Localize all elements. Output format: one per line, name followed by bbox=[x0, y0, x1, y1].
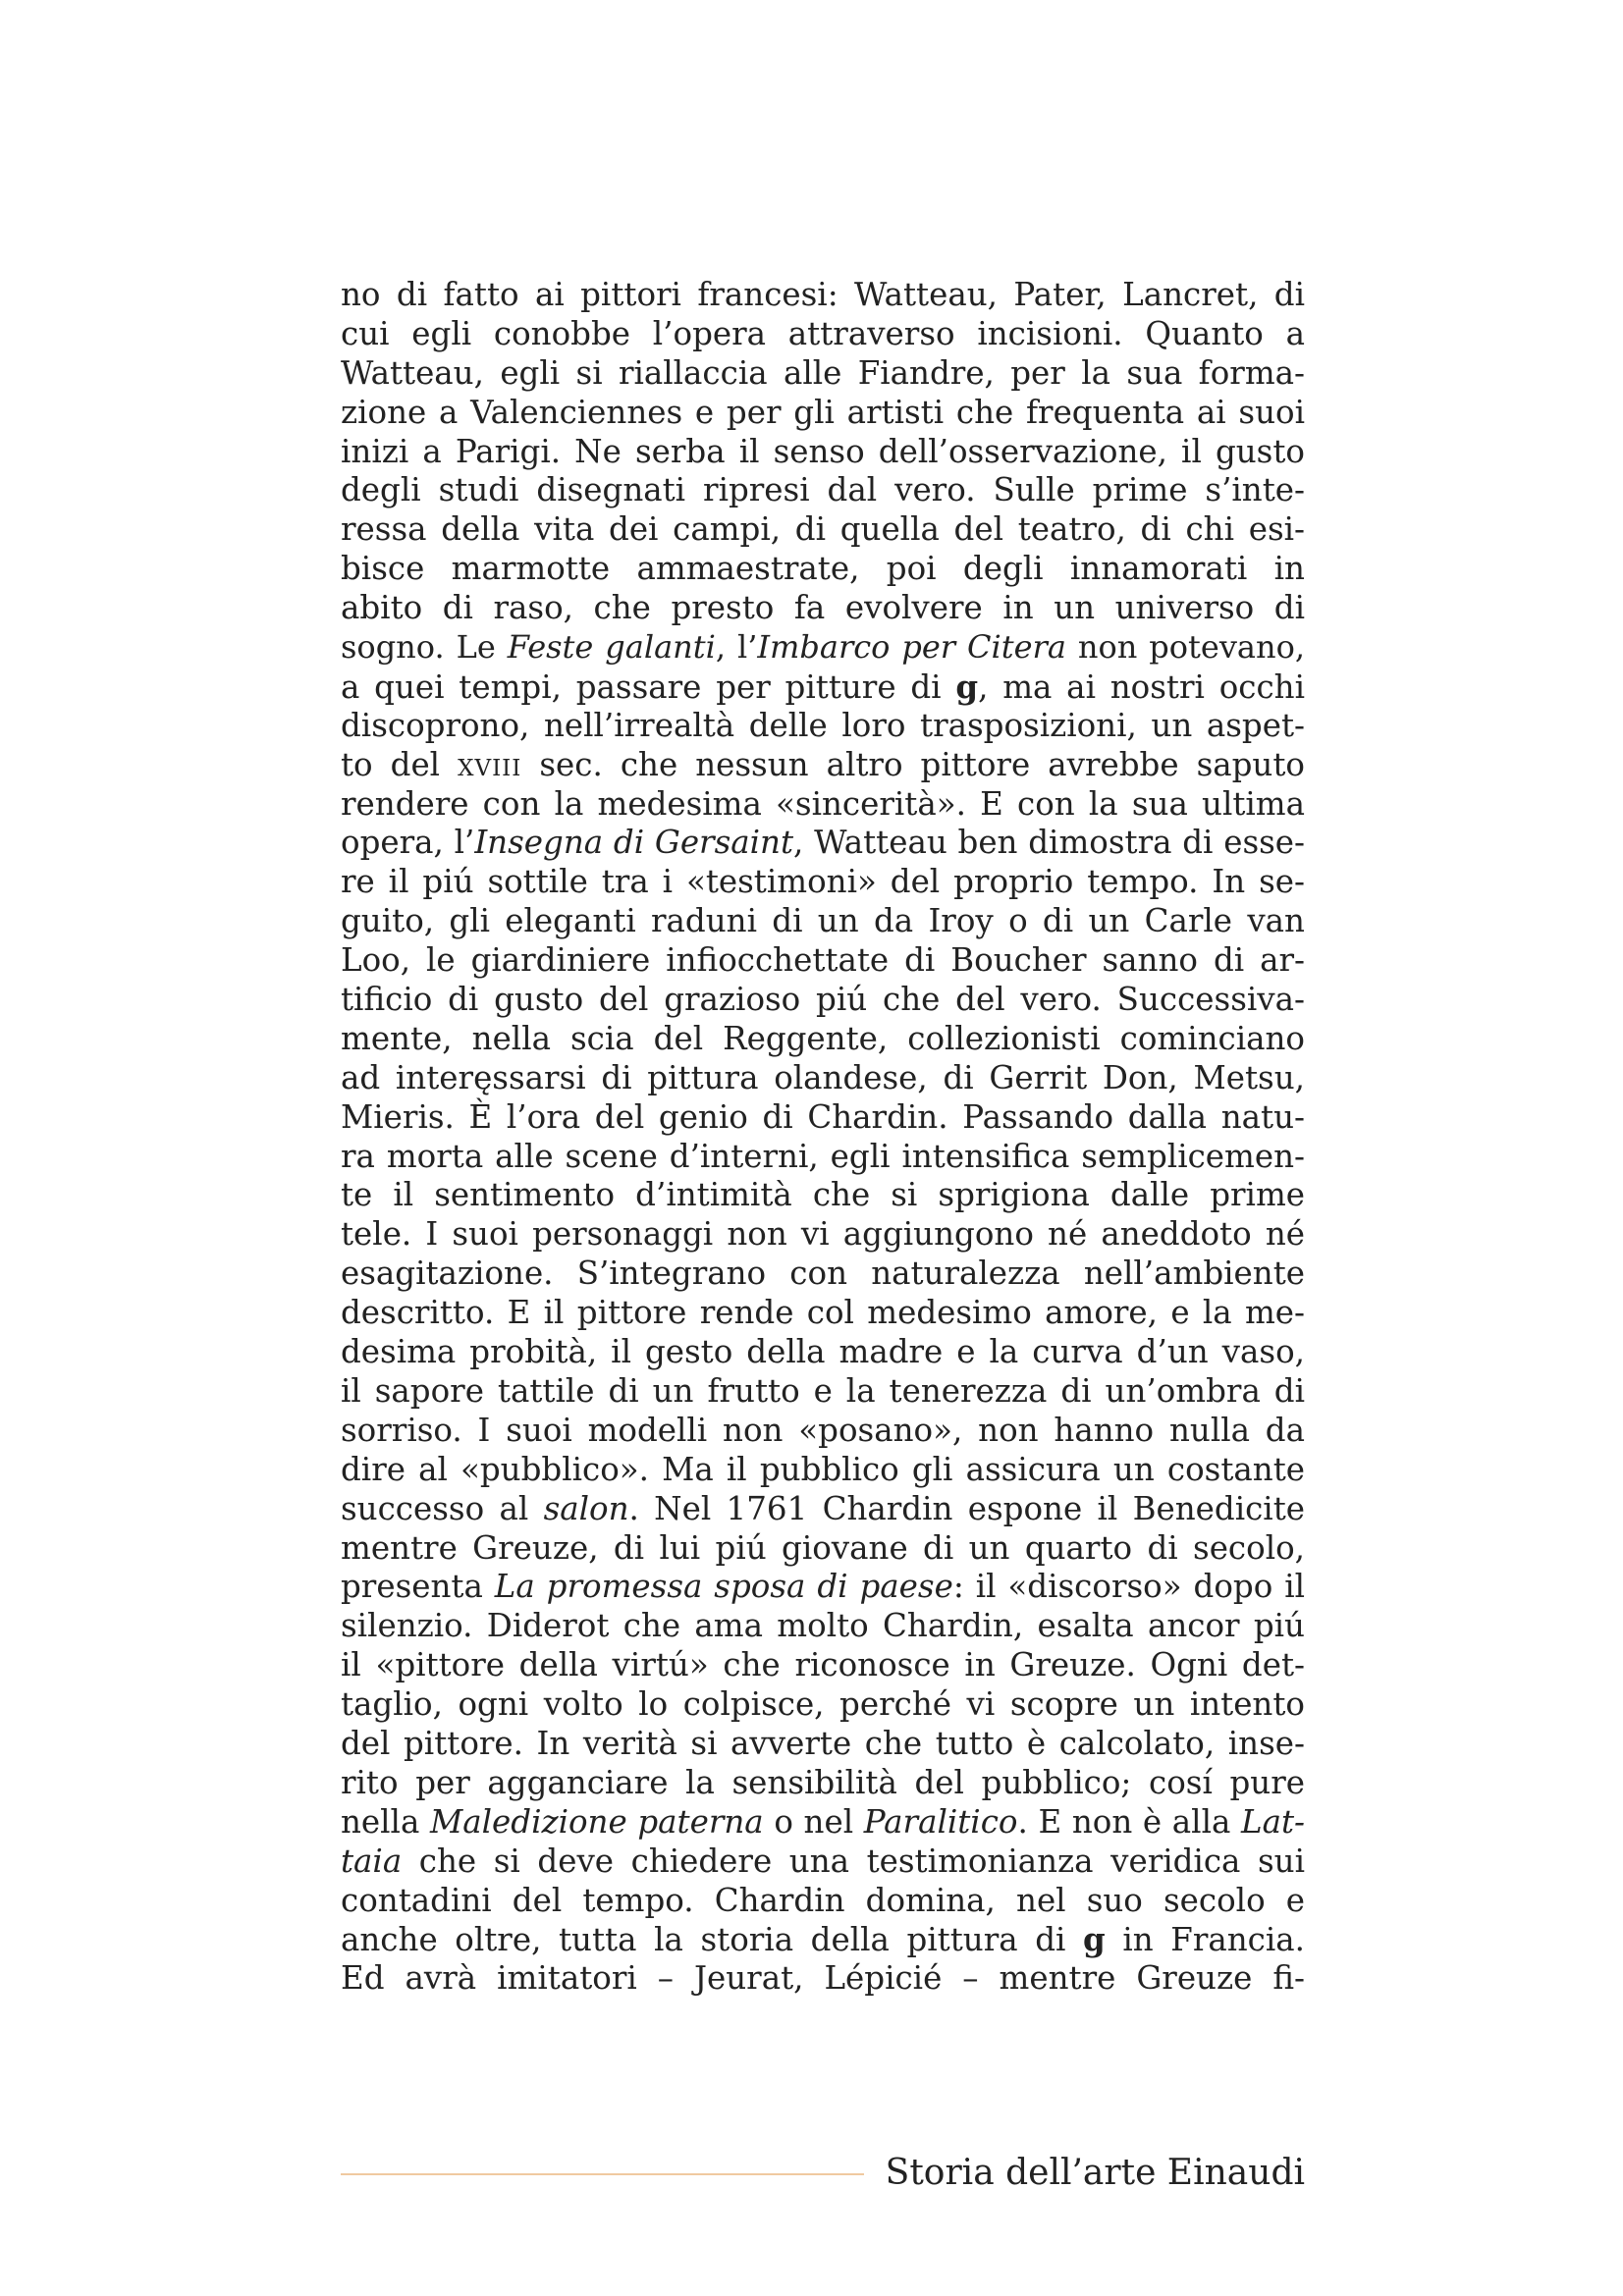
text-segment: che si deve chiedere una testimonianza veridica sui bbox=[402, 1842, 1305, 1880]
text-segment: degli studi disegnati ripresi dal vero. Sulle prime s’inte- bbox=[341, 471, 1305, 509]
text-line bbox=[341, 1138, 1305, 1177]
text-line bbox=[341, 902, 1305, 941]
text-line bbox=[341, 1803, 1305, 1842]
text-segment: ressa della vita dei campi, di quella del teatro, di chi esi- bbox=[341, 510, 1305, 549]
text-line bbox=[341, 589, 1305, 628]
text-segment: Loo, le giardiniere infiocchettate di Boucher sanno di ar- bbox=[341, 941, 1305, 980]
text-segment: successo al bbox=[341, 1489, 544, 1527]
text-segment: Watteau, egli si riallaccia alle Fiandre, per la sua forma- bbox=[341, 353, 1305, 392]
text-segment: contadini del tempo. Chardin domina, nel suo secolo e bbox=[341, 1881, 1305, 1919]
text-segment-italic: Maledizione paterna bbox=[429, 1802, 764, 1841]
text-segment: Ed avrà imitatori – Jeurat, Lépicié – mentre Greuze fi- bbox=[341, 1959, 1305, 1998]
text-line bbox=[341, 354, 1305, 394]
text-segment: sec. che nessun altro pittore avrebbe saputo bbox=[521, 745, 1305, 783]
text-segment: no di fatto ai pittori francesi: Watteau, Pater, Lancret, di bbox=[341, 276, 1305, 313]
text-segment: rito per agganciare la sensibilità del pubblico; cosí pure bbox=[341, 1763, 1305, 1801]
text-line bbox=[341, 1255, 1305, 1294]
text-segment: tificio di gusto del grazioso piú che del vero. Successiva- bbox=[341, 981, 1305, 1019]
text-segment: non potevano, bbox=[1065, 628, 1306, 667]
text-segment: re il piú sottile tra i «testimoni» del proprio tempo. In se- bbox=[341, 863, 1305, 901]
text-segment: sorriso. I suoi modelli non «posano», non hanno nulla da bbox=[341, 1411, 1305, 1449]
text-line bbox=[341, 628, 1305, 667]
text-segment: o nel bbox=[763, 1802, 864, 1841]
text-line bbox=[341, 1725, 1305, 1764]
text-segment: il sapore tattile di un frutto e la tenerezza di un’ombra di bbox=[341, 1371, 1305, 1410]
text-line bbox=[341, 1412, 1305, 1451]
text-segment: discoprono, nell’irrealtà delle loro trasposizioni, un aspet- bbox=[341, 706, 1305, 744]
text-line bbox=[341, 746, 1305, 785]
text-segment: guito, gli eleganti raduni di un da Iroy o di un Carle van bbox=[341, 902, 1305, 940]
text-segment: to del bbox=[341, 745, 459, 783]
text-segment: del pittore. In verità si avverte che tutto è calcolato, inse- bbox=[341, 1724, 1305, 1762]
text-segment: bisce marmotte ammaestrate, poi degli innamorati in bbox=[341, 550, 1305, 588]
text-line bbox=[341, 510, 1305, 550]
text-line bbox=[341, 1959, 1305, 1999]
text-segment: opera, l’ bbox=[341, 824, 475, 862]
text-line bbox=[341, 1020, 1305, 1059]
text-line bbox=[341, 1098, 1305, 1138]
text-segment: taglio, ogni volto lo colpisce, perché vi scopre un intento bbox=[341, 1685, 1305, 1724]
text-line bbox=[341, 1176, 1305, 1215]
text-line bbox=[341, 667, 1305, 707]
body-text bbox=[341, 276, 1305, 1999]
text-line bbox=[341, 433, 1305, 472]
text-line bbox=[341, 1215, 1305, 1255]
text-segment-italic: taia bbox=[341, 1842, 403, 1880]
text-segment: Mieris. È l’ora del genio di Chardin. Passando dalla natu- bbox=[341, 1097, 1305, 1136]
text-segment: : il «discorso» dopo il bbox=[952, 1568, 1306, 1606]
text-segment: mente, nella scia del Reggente, collezionisti cominciano bbox=[341, 1019, 1305, 1057]
text-segment: mentre Greuze, di lui piú giovane di un quarto di secolo, bbox=[341, 1528, 1305, 1567]
text-line bbox=[341, 1920, 1305, 1959]
text-segment-italic: Imbarco per Citera bbox=[757, 628, 1066, 667]
footer-title: Storia dell’arte Einaudi bbox=[885, 2153, 1305, 2193]
text-line bbox=[341, 550, 1305, 589]
text-segment: dire al «pubblico». Ma il pubblico gli assicura un costante bbox=[341, 1450, 1305, 1488]
text-line bbox=[341, 1490, 1305, 1529]
text-segment: inizi a Parigi. Ne serba il senso dell’osservazione, il gusto bbox=[341, 432, 1305, 470]
text-line bbox=[341, 1568, 1305, 1607]
text-segment: zione a Valenciennes e per gli artisti che frequenta ai suoi bbox=[341, 393, 1305, 431]
text-segment: abito di raso, che presto fa evolvere in un universo di bbox=[341, 589, 1305, 627]
text-line bbox=[341, 1607, 1305, 1646]
text-line bbox=[341, 863, 1305, 902]
text-segment: desima probità, il gesto della madre e la curva d’un vaso, bbox=[341, 1333, 1305, 1371]
text-line bbox=[341, 824, 1305, 863]
text-segment-italic: La promessa sposa di paese bbox=[494, 1568, 953, 1606]
text-line bbox=[341, 471, 1305, 510]
text-segment-italic: Paralitico bbox=[863, 1802, 1018, 1841]
text-line bbox=[341, 1372, 1305, 1412]
text-segment: esagitazione. S’integrano con naturalezza nell’ambiente bbox=[341, 1255, 1305, 1293]
text-segment: il «pittore della virtú» che riconosce in Greuze. Ogni det- bbox=[341, 1646, 1305, 1684]
text-segment-italic: Feste galanti bbox=[507, 628, 716, 667]
text-segment: ad interęssarsi di pittura olandese, di Gerrit Don, Metsu, bbox=[341, 1058, 1305, 1096]
text-segment: in Francia. bbox=[1105, 1921, 1305, 1959]
text-segment: , l’ bbox=[715, 628, 758, 667]
text-segment: cui egli conobbe l’opera attraverso incisioni. Quanto a bbox=[341, 314, 1305, 352]
text-segment-bold: g bbox=[1083, 1920, 1106, 1959]
text-line bbox=[341, 981, 1305, 1020]
text-segment: anche oltre, tutta la storia della pittura di bbox=[341, 1921, 1084, 1959]
text-segment: . E non è alla bbox=[1017, 1802, 1241, 1841]
text-segment: te il sentimento d’intimità che si sprigiona dalle prime bbox=[341, 1176, 1305, 1214]
text-line bbox=[341, 1646, 1305, 1685]
text-segment: presenta bbox=[341, 1568, 495, 1606]
footer-rule bbox=[341, 2173, 864, 2175]
text-segment: , Watteau ben dimostra di esse- bbox=[793, 824, 1306, 862]
page-footer bbox=[341, 2152, 1305, 2199]
text-line bbox=[341, 1059, 1305, 1098]
text-segment: ra morta alle scene d’interni, egli intensifica semplicemen- bbox=[341, 1137, 1305, 1175]
text-line bbox=[341, 394, 1305, 433]
text-line bbox=[341, 785, 1305, 825]
text-segment: . Nel 1761 Chardin espone il Benedicite bbox=[628, 1489, 1305, 1527]
text-segment-italic: salon bbox=[543, 1489, 629, 1527]
text-segment: descritto. E il pittore rende col medesimo amore, e la me- bbox=[341, 1294, 1305, 1332]
text-segment: , ma ai nostri occhi bbox=[978, 667, 1305, 706]
text-segment: tele. I suoi personaggi non vi aggiungono né aneddoto né bbox=[341, 1215, 1305, 1254]
text-line bbox=[341, 707, 1305, 746]
text-line bbox=[341, 1333, 1305, 1372]
text-line bbox=[341, 1451, 1305, 1490]
text-segment-smallcaps: xviii bbox=[458, 745, 522, 783]
text-line bbox=[341, 315, 1305, 354]
text-segment: silenzio. Diderot che ama molto Chardin, esalta ancor piú bbox=[341, 1607, 1305, 1645]
text-line bbox=[341, 1842, 1305, 1882]
text-line bbox=[341, 1764, 1305, 1803]
text-line bbox=[341, 276, 1305, 315]
text-line bbox=[341, 941, 1305, 981]
text-segment: sogno. Le bbox=[341, 628, 508, 667]
text-segment-italic: Insegna di Gersaint bbox=[474, 824, 794, 862]
text-segment-bold: g bbox=[955, 667, 979, 706]
text-segment-italic: Lat- bbox=[1240, 1802, 1305, 1841]
text-segment: a quei tempi, passare per pitture di bbox=[341, 667, 956, 706]
text-segment: nella bbox=[341, 1802, 430, 1841]
text-line bbox=[341, 1294, 1305, 1333]
text-segment: rendere con la medesima «sincerità». E con la sua ultima bbox=[341, 784, 1305, 823]
text-line bbox=[341, 1882, 1305, 1921]
text-line bbox=[341, 1685, 1305, 1725]
text-line bbox=[341, 1529, 1305, 1569]
